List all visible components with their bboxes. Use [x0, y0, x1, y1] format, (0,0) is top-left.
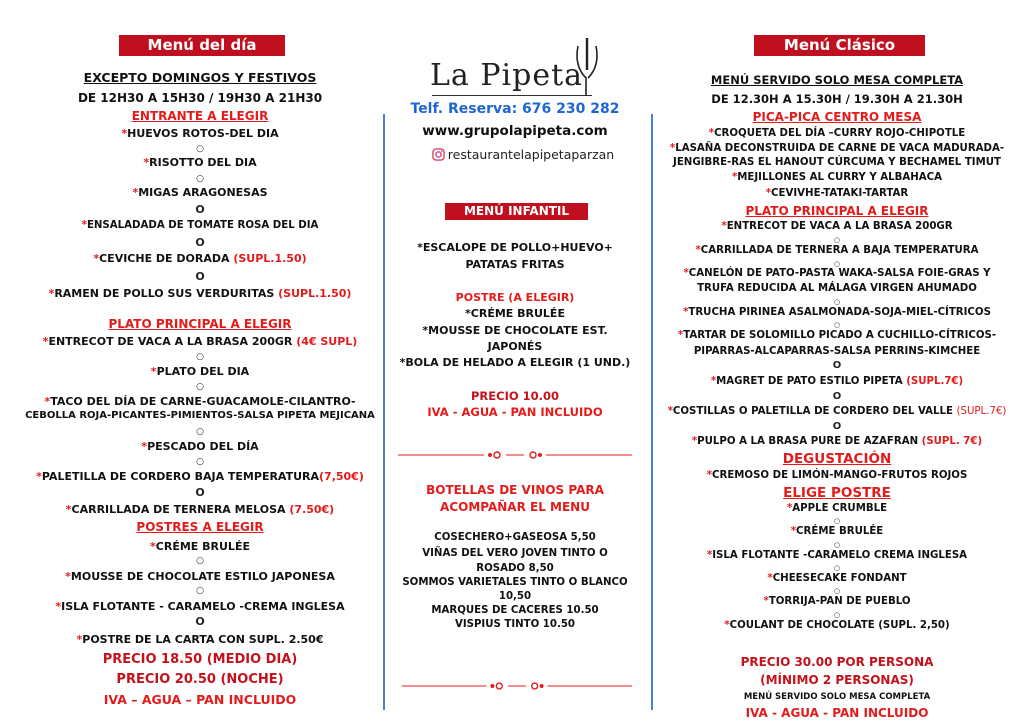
- or-separator: O: [195, 270, 205, 283]
- left-principal-item: *PALETILLA DE CORDERO BAJA TEMPERATURA(7,50€): [36, 470, 364, 483]
- right-section-degustacion: DEGUSTACIÓN: [782, 451, 892, 467]
- left-postre-item: *CRÉME BRULÉE: [150, 540, 250, 553]
- or-separator: O: [832, 421, 842, 432]
- logo-underline: [432, 95, 592, 96]
- left-entrante-item: *RISOTTO DEL DIA: [143, 156, 257, 169]
- right-principal-item: *MAGRET DE PATO ESTILO PIPETA (SUPL.7€): [710, 376, 964, 387]
- left-included: IVA – AGUA – PAN INCLUIDO: [103, 692, 297, 707]
- website-link[interactable]: www.grupolapipeta.com: [422, 123, 608, 139]
- right-postre-item: *TORRIJA-PAN DE PUEBLO: [763, 596, 911, 607]
- or-separator: ○: [196, 457, 204, 467]
- right-postre-item: *APPLE CRUMBLE: [786, 503, 888, 514]
- kids-included: IVA - AGUA - PAN INCLUIDO: [427, 405, 603, 419]
- left-postre-item: *POSTRE DE LA CARTA CON SUPL. 2.50€: [76, 633, 324, 646]
- or-separator: ○: [196, 352, 204, 362]
- kids-dessert-item-cont: JAPONÉS: [487, 340, 543, 353]
- ornamental-divider: [398, 450, 632, 460]
- right-principal-item: *COSTILLAS O PALETILLA DE CORDERO DEL VALLE (SUPL.7€): [667, 406, 1007, 417]
- or-separator: ○: [833, 260, 841, 268]
- left-header-hours: DE 12H30 A 15H30 / 19H30 A 21H30: [77, 91, 323, 105]
- left-header-days: EXCEPTO DOMINGOS Y FESTIVOS: [83, 70, 317, 85]
- kids-section-postre: POSTRE (A ELEGIR): [455, 291, 575, 304]
- pica-item: *CEVIVHE-TATAKI-TARTAR: [765, 188, 909, 199]
- degustacion-item: *CREMOSO DE LIMÓN-MANGO-FRUTOS ROJOS: [706, 470, 968, 481]
- right-header-note: MENÚ SERVIDO SOLO MESA COMPLETA: [710, 73, 964, 87]
- or-separator: ○: [833, 517, 841, 525]
- right-postre-item: *CHEESECAKE FONDANT: [767, 573, 907, 584]
- pica-item: *MEJILLONES AL CURRY Y ALBAHACA: [731, 172, 943, 183]
- kids-dessert-item: *CRÉME BRULÉE: [465, 307, 565, 320]
- right-included: IVA - AGUA - PAN INCLUIDO: [745, 706, 929, 720]
- pica-item-cont: JENGIBRE-RAS EL HANOUT CÚRCUMA Y BECHAMEL TIMUT: [673, 157, 1001, 168]
- wine-item: VISPIUS TINTO 10.50: [454, 619, 576, 630]
- left-principal-item: *CARRILLADA DE TERNERA MELOSA (7.50€): [65, 503, 335, 516]
- or-separator: O: [195, 486, 205, 499]
- right-price: PRECIO 30.00 POR PERSONA: [740, 655, 934, 669]
- right-price-minimum: (MÍNIMO 2 PERSONAS): [760, 673, 914, 687]
- left-section-postres: POSTRES A ELEGIR: [136, 520, 264, 534]
- wine-item-cont: ROSADO 8,50: [476, 563, 554, 574]
- left-principal-item: *ENTRECOT DE VACA A LA BRASA 200GR (4€ SUPL): [42, 335, 358, 348]
- wines-title-cont: ACOMPAÑAR EL MENU: [440, 500, 590, 514]
- menu-clasico-banner: Menú Clásico: [754, 35, 925, 56]
- pica-item: *LASAÑA DECONSTRUIDA DE CARNE DE VACA MADURADA-: [669, 143, 1005, 154]
- wine-item-cont: 10,50: [498, 591, 532, 602]
- pica-item: *CROQUETA DEL DÍA –CURRY ROJO-CHIPOTLE: [708, 128, 966, 139]
- instagram-handle[interactable]: restaurantelapipetaparzan: [390, 147, 640, 162]
- kids-price: PRECIO 10.00: [470, 389, 559, 403]
- right-principal-item: *ENTRECOT DE VACA A LA BRASA 200GR: [721, 221, 953, 232]
- left-entrante-item: *ENSALADADA DE TOMATE ROSA DEL DIA: [81, 220, 319, 231]
- right-principal-item-cont: TRUFA REDUCIDA AL MÁLAGA VIRGEN AHUMADO: [697, 283, 977, 294]
- reservation-phone[interactable]: Telf. Reserva: 676 230 282: [410, 101, 620, 117]
- wine-item: COSECHERO+GASEOSA 5,50: [434, 532, 596, 543]
- or-separator: ○: [196, 174, 204, 184]
- kids-dessert-item: *MOUSSE DE CHOCOLATE EST.: [422, 324, 608, 337]
- right-principal-item: *CANELÓN DE PATO-PASTA WAKA-SALSA FOIE-GRAS Y: [683, 268, 991, 279]
- wine-item: SOMMOS VARIETALES TINTO O BLANCO: [402, 577, 628, 588]
- or-separator: ○: [833, 298, 841, 306]
- or-separator: ○: [196, 144, 204, 154]
- instagram-icon: [432, 148, 445, 161]
- or-separator: ○: [196, 586, 204, 596]
- or-separator: ○: [833, 611, 841, 619]
- wine-glass-icon: [572, 36, 602, 98]
- left-section-principal: PLATO PRINCIPAL A ELEGIR: [108, 317, 292, 331]
- left-divider-line: [383, 114, 385, 710]
- left-postre-item: *ISLA FLOTANTE - CARAMELO -CREMA INGLESA: [55, 600, 345, 613]
- or-separator: ○: [833, 541, 841, 549]
- left-section-entrante: ENTRANTE A ELEGIR: [131, 109, 269, 123]
- right-principal-item: *TARTAR DE SOLOMILLO PICADO A CUCHILLO-CÍTRICOS-: [677, 330, 997, 341]
- right-section-postre: ELIGE POSTRE: [783, 485, 891, 501]
- menu-del-dia-banner: Menú del día: [119, 35, 285, 56]
- right-footer-note: MENÚ SERVIDO SOLO MESA COMPLETA: [743, 692, 931, 702]
- right-postre-item: *ISLA FLOTANTE -CARAMELO CREMA INGLESA: [706, 550, 968, 561]
- right-postre-item: *COULANT DE CHOCOLATE (SUPL. 2,50): [724, 620, 950, 631]
- left-price-night: PRECIO 20.50 (NOCHE): [116, 672, 284, 687]
- right-principal-item-cont: PIPARRAS-ALCAPARRAS-SALSA PERRINS-KIMCHEE: [693, 346, 981, 357]
- or-separator: O: [195, 615, 205, 628]
- left-postre-item: *MOUSSE DE CHOCOLATE ESTILO JAPONESA: [65, 570, 335, 583]
- or-separator: ○: [196, 382, 204, 392]
- wine-item: MARQUES DE CACERES 10.50: [431, 605, 599, 616]
- right-section-principal: PLATO PRINCIPAL A ELEGIR: [745, 204, 929, 218]
- or-separator: O: [832, 391, 842, 402]
- or-separator: O: [832, 360, 842, 371]
- left-entrante-item: *RAMEN DE POLLO SUS VERDURITAS (SUPL.1.50): [48, 287, 352, 300]
- or-separator: O: [195, 203, 205, 216]
- or-separator: ○: [833, 236, 841, 244]
- right-postre-item: *CRÉME BRULÉE: [790, 526, 884, 537]
- right-principal-item: *PULPO A LA BRASA PURE DE AZAFRAN (SUPL. 7€): [691, 436, 983, 447]
- right-section-pica: PICA-PICA CENTRO MESA: [752, 110, 922, 124]
- wine-item: VIÑAS DEL VERO JOVEN TINTO O: [422, 548, 608, 559]
- left-entrante-item: *HUEVOS ROTOS-DEL DIA: [121, 127, 279, 140]
- kids-main-item-cont: PATATAS FRITAS: [465, 258, 565, 271]
- or-separator: O: [195, 236, 205, 249]
- right-header-hours: DE 12.30H A 15.30H / 19.30H A 21.30H: [711, 92, 963, 106]
- left-price-midday: PRECIO 18.50 (MEDIO DIA): [102, 652, 298, 667]
- left-principal-item: *TACO DEL DÍA DE CARNE-GUACAMOLE-CILANTRO-: [44, 395, 356, 408]
- ornamental-divider: [402, 681, 632, 691]
- or-separator: ○: [833, 321, 841, 329]
- right-principal-item: *CARRILLADA DE TERNERA A BAJA TEMPERATURA: [695, 245, 979, 256]
- left-principal-item-cont: CEBOLLA ROJA-PICANTES-PIMIENTOS-SALSA PIPETA MEJICANA: [25, 410, 375, 421]
- or-separator: ○: [196, 556, 204, 566]
- kids-main-item: *ESCALOPE DE POLLO+HUEVO+: [417, 241, 613, 254]
- restaurant-logo: La Pipeta: [430, 58, 584, 93]
- wines-title: BOTELLAS DE VINOS PARA: [426, 483, 604, 497]
- or-separator: ○: [196, 427, 204, 437]
- left-principal-item: *PESCADO DEL DÍA: [141, 440, 259, 453]
- or-separator: ○: [833, 587, 841, 595]
- right-principal-item: *TRUCHA PIRINEA ASALMONADA-SOJA-MIEL-CÍTRICOS: [683, 307, 991, 318]
- left-entrante-item: *CEVICHE DE DORADA (SUPL.1.50): [93, 252, 307, 265]
- or-separator: ○: [833, 564, 841, 572]
- kids-dessert-item: *BOLA DE HELADO A ELEGIR (1 UND.): [399, 356, 631, 369]
- left-entrante-item: *MIGAS ARAGONESAS: [132, 186, 268, 199]
- left-principal-item: *PLATO DEL DIA: [150, 365, 250, 378]
- menu-infantil-banner: MENÚ INFANTIL: [445, 203, 588, 220]
